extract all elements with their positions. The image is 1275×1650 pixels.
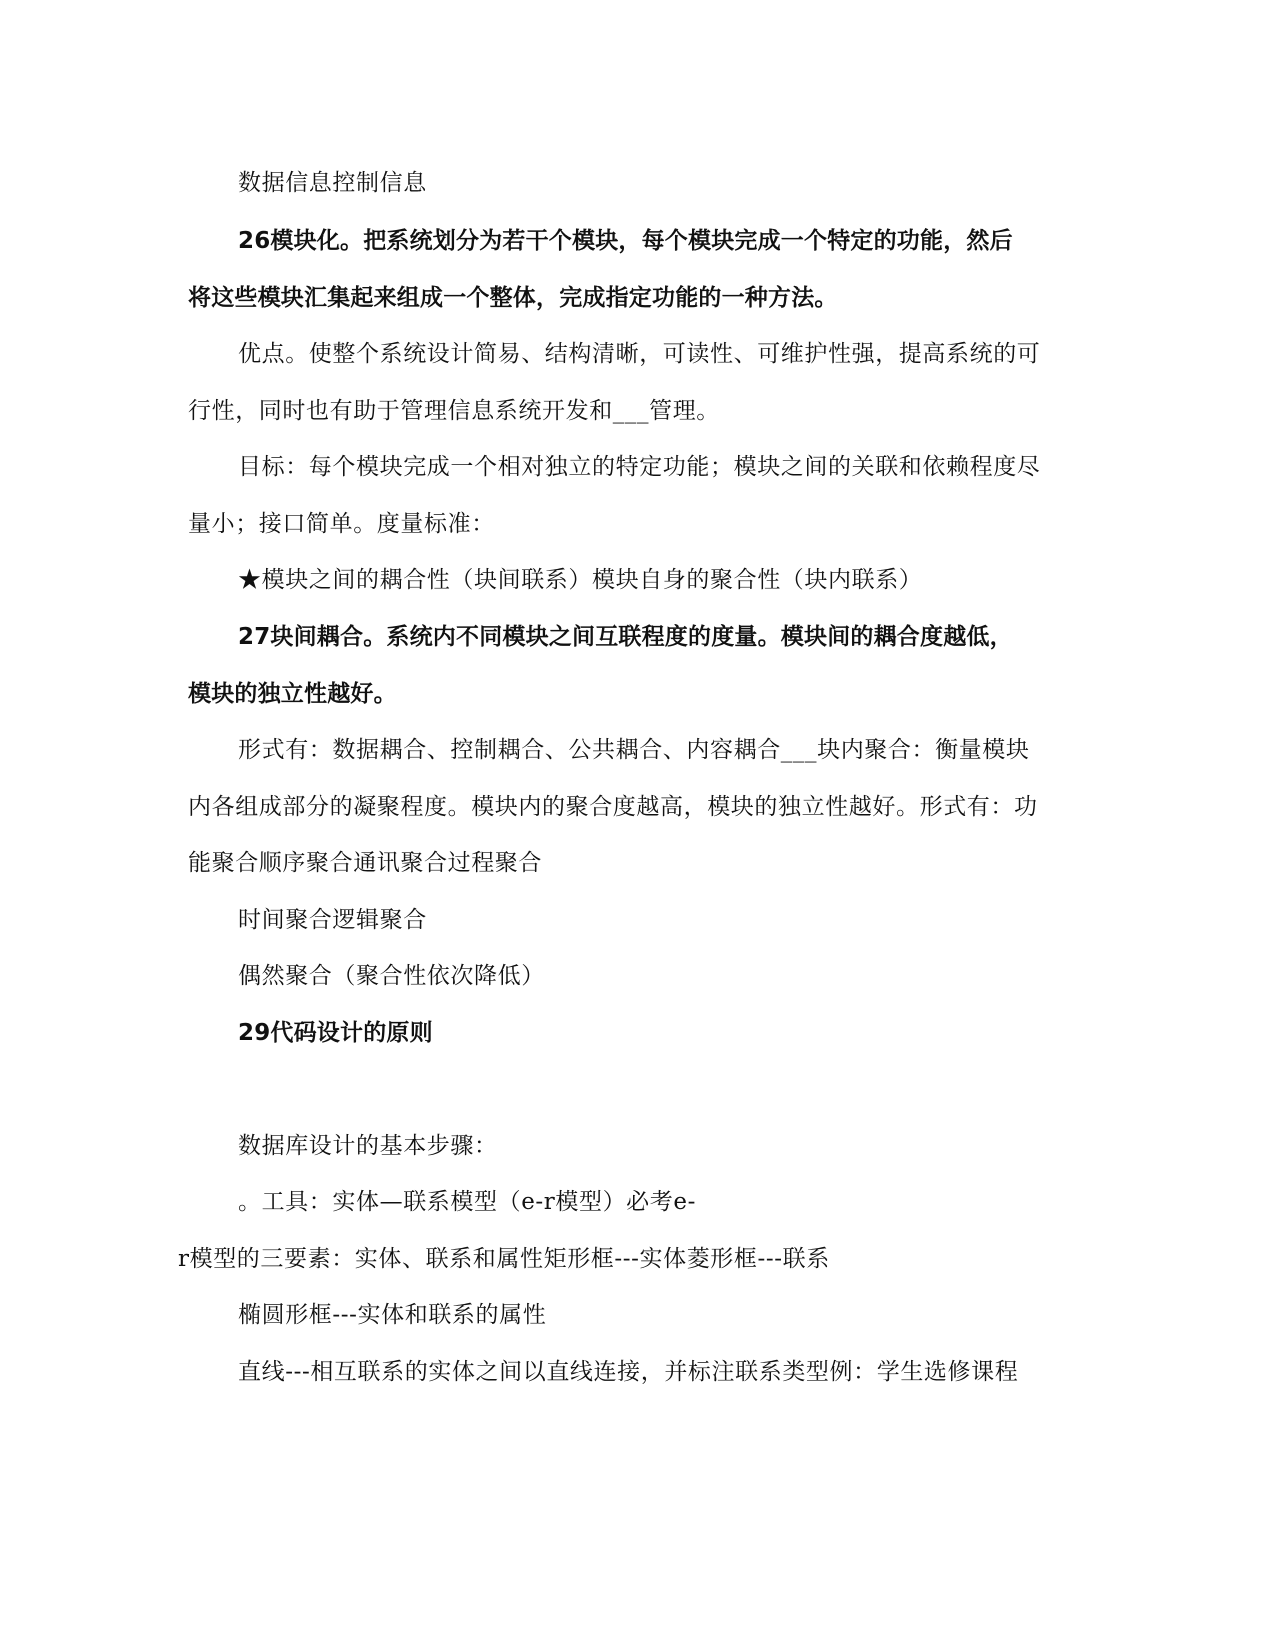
paragraph-line: 量小；接口简单。度量标准：	[188, 511, 495, 537]
paragraph-line: 内各组成部分的凝聚程度。模块内的聚合度越高，模块的独立性越好。形式有：功	[188, 794, 1038, 820]
paragraph-line: 。工具：实体—联系模型（e-r模型）必考e-	[238, 1189, 696, 1215]
heading-modularization: 26模块化。把系统划分为若干个模块，每个模块完成一个特定的功能，然后	[238, 228, 1013, 254]
heading-modularization-cont: 将这些模块汇集起来组成一个整体，完成指定功能的一种方法。	[188, 285, 838, 311]
heading-coupling: 27块间耦合。系统内不同模块之间互联程度的度量。模块间的耦合度越低，	[238, 624, 1013, 650]
paragraph-line: ★模块之间的耦合性（块间联系）模块自身的聚合性（块内联系）	[238, 567, 923, 593]
paragraph-line: 时间聚合逻辑聚合	[238, 907, 427, 933]
paragraph-line: 椭圆形框---实体和联系的属性	[238, 1302, 547, 1328]
paragraph-line: 数据信息控制信息	[238, 170, 427, 196]
paragraph-line: 行性，同时也有助于管理信息系统开发和___管理。	[188, 398, 720, 424]
paragraph-line: 优点。使整个系统设计简易、结构清晰，可读性、可维护性强，提高系统的可	[238, 341, 1041, 367]
paragraph-line: r模型的三要素：实体、联系和属性矩形框---实体菱形框---联系	[178, 1246, 830, 1272]
paragraph-line: 形式有：数据耦合、控制耦合、公共耦合、内容耦合___块内聚合：衡量模块	[238, 737, 1030, 763]
paragraph-line: 偶然聚合（聚合性依次降低）	[238, 963, 545, 989]
paragraph-line: 直线---相互联系的实体之间以直线连接，并标注联系类型例：学生选修课程	[238, 1359, 1019, 1385]
paragraph-line: 能聚合顺序聚合通讯聚合过程聚合	[188, 850, 542, 876]
heading-code-design: 29代码设计的原则	[238, 1020, 433, 1046]
heading-coupling-cont: 模块的独立性越好。	[188, 681, 397, 707]
paragraph-line: 数据库设计的基本步骤：	[238, 1133, 498, 1159]
paragraph-line: 目标：每个模块完成一个相对独立的特定功能；模块之间的关联和依赖程度尽	[238, 454, 1041, 480]
